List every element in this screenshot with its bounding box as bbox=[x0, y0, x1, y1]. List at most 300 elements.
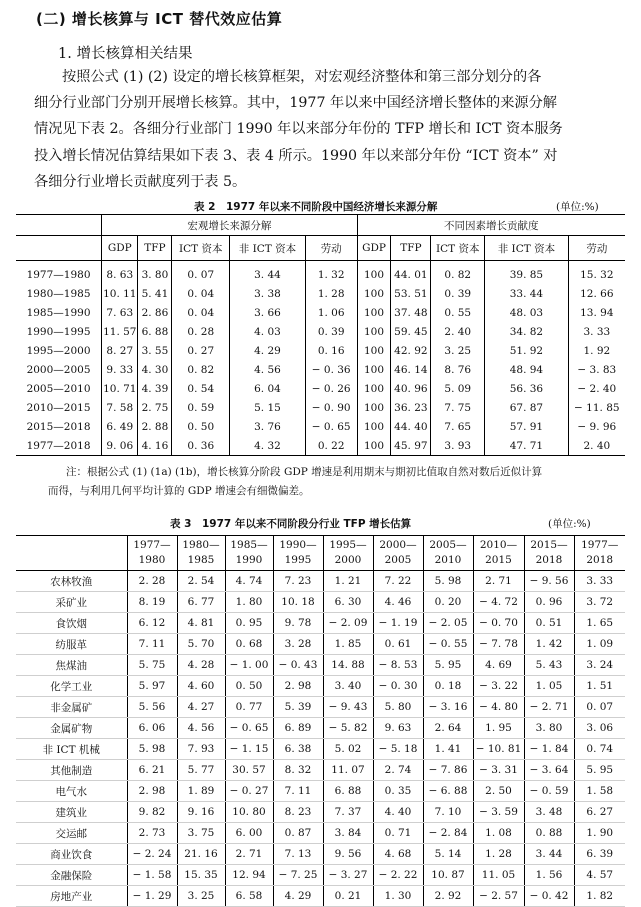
table-cell: − 3. 31 bbox=[473, 760, 524, 781]
table-cell: 1. 90 bbox=[574, 823, 625, 844]
table-cell: − 0. 55 bbox=[423, 634, 473, 655]
table-cell: 5. 41 bbox=[138, 284, 172, 303]
industry-label: 建筑业 bbox=[16, 802, 127, 823]
table-cell: − 3. 64 bbox=[524, 760, 574, 781]
table-cell: 0. 51 bbox=[524, 613, 574, 634]
table-cell: 8. 27 bbox=[102, 341, 138, 360]
table2-col-header: ICT 资本 bbox=[431, 236, 485, 261]
table-cell: 9. 16 bbox=[177, 802, 225, 823]
table-cell: 1. 65 bbox=[574, 613, 625, 634]
table-cell: − 4. 80 bbox=[473, 697, 524, 718]
table-cell: − 1. 00 bbox=[225, 655, 273, 676]
table-cell: 0. 87 bbox=[273, 823, 323, 844]
table-cell: 5. 98 bbox=[127, 739, 177, 760]
header-start-year: 1977— bbox=[133, 539, 171, 551]
table-row bbox=[16, 261, 625, 285]
table-cell: 14. 88 bbox=[323, 655, 373, 676]
table-cell: 5. 95 bbox=[423, 655, 473, 676]
table-cell: − 2. 22 bbox=[373, 865, 423, 886]
table-cell: 11. 07 bbox=[323, 760, 373, 781]
table-cell: 1. 05 bbox=[524, 676, 574, 697]
table-cell: 0. 59 bbox=[172, 398, 230, 417]
table-cell: − 3. 27 bbox=[323, 865, 373, 886]
paragraph-line: 细分行业部门分别开展增长核算。其中，1977 年以来中国经济增长整体的来源分解 bbox=[34, 95, 557, 112]
table-cell: 3. 40 bbox=[323, 676, 373, 697]
table-row bbox=[16, 341, 625, 360]
table-cell: 100 bbox=[357, 322, 391, 341]
table-cell: 8. 76 bbox=[431, 360, 485, 379]
table-cell: 5. 77 bbox=[177, 760, 225, 781]
table2-col-header: 劳动 bbox=[305, 236, 357, 261]
table-cell: 2. 75 bbox=[138, 398, 172, 417]
table-cell: 2. 98 bbox=[127, 781, 177, 802]
period-label: 2015—2018 bbox=[26, 420, 91, 433]
table-cell: − 2. 09 bbox=[323, 613, 373, 634]
table-cell: 7. 58 bbox=[102, 398, 138, 417]
table2-col-header: GDP bbox=[102, 236, 138, 261]
table2-caption: 表 2 1977 年以来不同阶段中国经济增长来源分解 bbox=[194, 201, 438, 213]
table2-col-header: 劳动 bbox=[568, 236, 625, 261]
table-cell: 3. 93 bbox=[431, 436, 485, 456]
table2-col-header: TFP bbox=[138, 236, 172, 261]
table-cell: 0. 04 bbox=[172, 284, 230, 303]
table-cell: 4. 69 bbox=[473, 655, 524, 676]
table-cell: 3. 33 bbox=[568, 322, 625, 341]
table-cell: 1. 51 bbox=[574, 676, 625, 697]
industry-label: 房地产业 bbox=[16, 886, 127, 907]
header-end-year: 2010 bbox=[434, 554, 462, 566]
table-cell: − 1. 84 bbox=[524, 739, 574, 760]
table-row bbox=[16, 284, 625, 303]
table-cell: 46. 14 bbox=[391, 360, 431, 379]
header-start-year: 1990— bbox=[279, 539, 317, 551]
table-cell: 12. 94 bbox=[225, 865, 273, 886]
table-cell: 100 bbox=[357, 261, 391, 285]
table-cell: 44. 40 bbox=[391, 417, 431, 436]
table-cell: 100 bbox=[357, 341, 391, 360]
table-cell: 5. 56 bbox=[127, 697, 177, 718]
table2-col-header: ICT 资本 bbox=[172, 236, 230, 261]
table-cell: 3. 55 bbox=[138, 341, 172, 360]
table-cell: 9. 63 bbox=[373, 718, 423, 739]
table-cell: 0. 82 bbox=[172, 360, 230, 379]
header-start-year: 1977— bbox=[581, 539, 619, 551]
table-cell: 40. 96 bbox=[391, 379, 431, 398]
table-cell: 100 bbox=[357, 417, 391, 436]
industry-label: 金属矿物 bbox=[16, 718, 127, 739]
table-cell: 1. 85 bbox=[323, 634, 373, 655]
table-cell: 1. 06 bbox=[305, 303, 357, 322]
table-cell: − 0. 30 bbox=[373, 676, 423, 697]
table-row bbox=[16, 781, 625, 802]
table-cell: − 11. 85 bbox=[568, 398, 625, 417]
header-start-year: 2015— bbox=[530, 539, 568, 551]
table-cell: 0. 07 bbox=[172, 261, 230, 285]
table-row bbox=[16, 303, 625, 322]
header-start-year: 1980— bbox=[182, 539, 220, 551]
body-paragraph bbox=[34, 64, 616, 195]
table-cell: 3. 75 bbox=[177, 823, 225, 844]
period-label: 2000—2005 bbox=[26, 363, 91, 376]
header-start-year: 1985— bbox=[230, 539, 268, 551]
table-cell: 6. 58 bbox=[225, 886, 273, 907]
table-cell: 2. 54 bbox=[177, 571, 225, 592]
table-cell: 3. 48 bbox=[524, 802, 574, 823]
table-row bbox=[16, 886, 625, 907]
header-start-year: 2000— bbox=[379, 539, 417, 551]
header-end-year: 2000 bbox=[334, 554, 362, 566]
header-start-year: 1995— bbox=[329, 539, 367, 551]
table-cell: 5. 09 bbox=[431, 379, 485, 398]
table-cell: − 6. 88 bbox=[423, 781, 473, 802]
table3-body bbox=[16, 571, 625, 907]
table-cell: − 0. 59 bbox=[524, 781, 574, 802]
table-cell: 0. 20 bbox=[423, 592, 473, 613]
table-cell: 15. 32 bbox=[568, 261, 625, 285]
table3-caption: 表 3 1977 年以来不同阶段分行业 TFP 增长估算 bbox=[170, 518, 412, 530]
table-cell: 2. 40 bbox=[431, 322, 485, 341]
table-row bbox=[16, 697, 625, 718]
table-cell: 1. 80 bbox=[225, 592, 273, 613]
table-cell: − 9. 96 bbox=[568, 417, 625, 436]
table-cell: 0. 88 bbox=[524, 823, 574, 844]
table-cell: − 0. 65 bbox=[225, 718, 273, 739]
table-cell: 7. 23 bbox=[273, 571, 323, 592]
table-cell: 5. 75 bbox=[127, 655, 177, 676]
table-row bbox=[16, 676, 625, 697]
table-cell: 48. 03 bbox=[485, 303, 568, 322]
table-cell: 0. 39 bbox=[431, 284, 485, 303]
table-cell: 34. 82 bbox=[485, 322, 568, 341]
period-label: 1990—1995 bbox=[26, 325, 91, 338]
table-cell: 0. 04 bbox=[172, 303, 230, 322]
table-cell: 3. 66 bbox=[230, 303, 306, 322]
table-cell: 0. 18 bbox=[423, 676, 473, 697]
table-cell: 3. 80 bbox=[138, 261, 172, 285]
table-cell: 5. 97 bbox=[127, 676, 177, 697]
table2-col-header: 非 ICT 资本 bbox=[230, 236, 306, 261]
table-row bbox=[16, 802, 625, 823]
table-cell: 7. 22 bbox=[373, 571, 423, 592]
paragraph-line: 情况见下表 2。各细分行业部门 1990 年以来部分年份的 TFP 增长和 ICT 资本服务 bbox=[34, 121, 563, 138]
table2-col-header: 非 ICT 资本 bbox=[485, 236, 568, 261]
table-cell: 4. 27 bbox=[177, 697, 225, 718]
table-cell: 5. 02 bbox=[323, 739, 373, 760]
table-cell: 1. 42 bbox=[524, 634, 574, 655]
table3-col-header bbox=[225, 536, 273, 571]
table-row bbox=[16, 613, 625, 634]
table-cell: 1. 21 bbox=[323, 571, 373, 592]
industry-label: 电气水 bbox=[16, 781, 127, 802]
table-cell: 10. 87 bbox=[423, 865, 473, 886]
table-cell: 45. 97 bbox=[391, 436, 431, 456]
table-cell: 2. 64 bbox=[423, 718, 473, 739]
table-cell: − 2. 24 bbox=[127, 844, 177, 865]
table-cell: 0. 36 bbox=[172, 436, 230, 456]
table-cell: − 1. 19 bbox=[373, 613, 423, 634]
table-cell: 3. 28 bbox=[273, 634, 323, 655]
table-cell: 0. 28 bbox=[172, 322, 230, 341]
table2-group-header: 宏观增长来源分解 bbox=[102, 215, 358, 236]
table-cell: 0. 77 bbox=[225, 697, 273, 718]
header-end-year: 2015 bbox=[485, 554, 512, 566]
table-cell: 4. 81 bbox=[177, 613, 225, 634]
table-cell: 7. 93 bbox=[177, 739, 225, 760]
table-cell: 6. 06 bbox=[127, 718, 177, 739]
industry-label: 交运邮 bbox=[16, 823, 127, 844]
note-line: 注：根据公式 (1) (1a) (1b)，增长核算分阶段 GDP 增速是利用期末与期初比值取自然对数后近似计算 bbox=[66, 466, 543, 478]
table-cell: 53. 51 bbox=[391, 284, 431, 303]
table-cell: 3. 80 bbox=[524, 718, 574, 739]
table-cell: 3. 06 bbox=[574, 718, 625, 739]
table-cell: 11. 57 bbox=[102, 322, 138, 341]
industry-label: 化学工业 bbox=[16, 676, 127, 697]
table-cell: 4. 68 bbox=[373, 844, 423, 865]
table-cell: 0. 39 bbox=[305, 322, 357, 341]
table-cell: − 0. 90 bbox=[305, 398, 357, 417]
table-cell: 4. 40 bbox=[373, 802, 423, 823]
table-cell: − 7. 86 bbox=[423, 760, 473, 781]
industry-label: 食饮烟 bbox=[16, 613, 127, 634]
table-row bbox=[16, 417, 625, 436]
table-cell: 7. 37 bbox=[323, 802, 373, 823]
table-row bbox=[16, 739, 625, 760]
table-cell: − 9. 56 bbox=[524, 571, 574, 592]
table-row bbox=[16, 592, 625, 613]
table-cell: 0. 68 bbox=[225, 634, 273, 655]
table-cell: 7. 13 bbox=[273, 844, 323, 865]
header-end-year: 1995 bbox=[284, 554, 312, 566]
table-cell: 1. 95 bbox=[473, 718, 524, 739]
table-cell: 8. 19 bbox=[127, 592, 177, 613]
table-cell: 67. 87 bbox=[485, 398, 568, 417]
table-row bbox=[16, 844, 625, 865]
table-cell: − 2. 40 bbox=[568, 379, 625, 398]
period-label: 2010—2015 bbox=[26, 401, 91, 414]
header-start-year: 2005— bbox=[429, 539, 467, 551]
table-cell: 7. 10 bbox=[423, 802, 473, 823]
header-end-year: 1990 bbox=[235, 554, 263, 566]
table-cell: 1. 30 bbox=[373, 886, 423, 907]
table-cell: 7. 75 bbox=[431, 398, 485, 417]
industry-label: 非 ICT 机械 bbox=[16, 739, 127, 760]
table-cell: 4. 29 bbox=[273, 886, 323, 907]
table3-col-header bbox=[177, 536, 225, 571]
table-cell: 3. 24 bbox=[574, 655, 625, 676]
table-cell: 0. 82 bbox=[431, 261, 485, 285]
table-cell: 0. 61 bbox=[373, 634, 423, 655]
table-cell: 6. 12 bbox=[127, 613, 177, 634]
table2-note bbox=[48, 463, 618, 501]
table-cell: 1. 09 bbox=[574, 634, 625, 655]
table-cell: 0. 95 bbox=[225, 613, 273, 634]
industry-label: 焦煤油 bbox=[16, 655, 127, 676]
table-cell: 1. 28 bbox=[305, 284, 357, 303]
industry-label: 其他制造 bbox=[16, 760, 127, 781]
table3-col-header bbox=[524, 536, 574, 571]
table-cell: 6. 21 bbox=[127, 760, 177, 781]
table-cell: 6. 27 bbox=[574, 802, 625, 823]
table-cell: − 3. 16 bbox=[423, 697, 473, 718]
table-cell: 7. 11 bbox=[273, 781, 323, 802]
table-cell: 4. 57 bbox=[574, 865, 625, 886]
table2-unit: (单位:%) bbox=[556, 201, 599, 213]
table2-body bbox=[16, 261, 625, 456]
table-cell: 4. 46 bbox=[373, 592, 423, 613]
table-cell: − 1. 58 bbox=[127, 865, 177, 886]
table-cell: 9. 82 bbox=[127, 802, 177, 823]
table-cell: − 0. 70 bbox=[473, 613, 524, 634]
header-end-year: 1980 bbox=[138, 554, 166, 566]
table-cell: 48. 94 bbox=[485, 360, 568, 379]
table3-col-header bbox=[373, 536, 423, 571]
table-cell: 5. 95 bbox=[574, 760, 625, 781]
table-cell: 5. 70 bbox=[177, 634, 225, 655]
table-cell: 0. 54 bbox=[172, 379, 230, 398]
table-row bbox=[16, 634, 625, 655]
table-cell: 44. 01 bbox=[391, 261, 431, 285]
table-cell: − 5. 18 bbox=[373, 739, 423, 760]
period-label: 2005—2010 bbox=[26, 382, 91, 395]
table2-header-row bbox=[16, 236, 625, 261]
table-cell: 2. 86 bbox=[138, 303, 172, 322]
table-cell: 100 bbox=[357, 303, 391, 322]
table-cell: − 2. 84 bbox=[423, 823, 473, 844]
table-cell: 4. 30 bbox=[138, 360, 172, 379]
table-row bbox=[16, 718, 625, 739]
table3-col-header bbox=[273, 536, 323, 571]
table-cell: − 0. 42 bbox=[524, 886, 574, 907]
table-cell: 1. 32 bbox=[305, 261, 357, 285]
table-cell: 100 bbox=[357, 360, 391, 379]
table-cell: 15. 35 bbox=[177, 865, 225, 886]
table-cell: 2. 74 bbox=[373, 760, 423, 781]
table-cell: 7. 11 bbox=[127, 634, 177, 655]
table-cell: 13. 94 bbox=[568, 303, 625, 322]
table-cell: 2. 28 bbox=[127, 571, 177, 592]
table-cell: − 9. 43 bbox=[323, 697, 373, 718]
table-cell: 6. 49 bbox=[102, 417, 138, 436]
table-cell: 5. 15 bbox=[230, 398, 306, 417]
table-cell: 3. 84 bbox=[323, 823, 373, 844]
table-cell: 1. 89 bbox=[177, 781, 225, 802]
table2 bbox=[16, 214, 625, 456]
table-cell: 3. 44 bbox=[230, 261, 306, 285]
table-cell: 1. 28 bbox=[473, 844, 524, 865]
table-cell: 4. 29 bbox=[230, 341, 306, 360]
table-cell: − 1. 29 bbox=[127, 886, 177, 907]
table2-col-header: TFP bbox=[391, 236, 431, 261]
table-row bbox=[16, 655, 625, 676]
header-end-year: 1985 bbox=[187, 554, 215, 566]
header-end-year: 2018 bbox=[535, 554, 563, 566]
industry-label: 采矿业 bbox=[16, 592, 127, 613]
table-cell: 0. 50 bbox=[225, 676, 273, 697]
table-cell: 100 bbox=[357, 379, 391, 398]
table-cell: 6. 38 bbox=[273, 739, 323, 760]
table-cell: 47. 71 bbox=[485, 436, 568, 456]
table-cell: 3. 33 bbox=[574, 571, 625, 592]
table-cell: 4. 16 bbox=[138, 436, 172, 456]
table-cell: − 4. 72 bbox=[473, 592, 524, 613]
header-end-year: 2018 bbox=[586, 554, 614, 566]
table-cell: 2. 40 bbox=[568, 436, 625, 456]
section-title: (二) 增长核算与 ICT 替代效应估算 bbox=[36, 10, 283, 28]
table-cell: 100 bbox=[357, 436, 391, 456]
table-cell: 10. 71 bbox=[102, 379, 138, 398]
table-cell: 0. 35 bbox=[373, 781, 423, 802]
table-cell: 4. 60 bbox=[177, 676, 225, 697]
table-cell: − 3. 59 bbox=[473, 802, 524, 823]
table-cell: 100 bbox=[357, 398, 391, 417]
paragraph-line: 各细分行业增长贡献度列于表 5。 bbox=[34, 173, 247, 190]
table-cell: 100 bbox=[357, 284, 391, 303]
table-cell: 4. 56 bbox=[177, 718, 225, 739]
paragraph-line: 按照公式 (1) (2) 设定的增长核算框架，对宏观经济整体和第三部分划分的各 bbox=[62, 69, 542, 85]
table-cell: 3. 25 bbox=[431, 341, 485, 360]
table3-col-header bbox=[127, 536, 177, 571]
table-cell: 9. 33 bbox=[102, 360, 138, 379]
paragraph-line: 投入增长情况估算结果如下表 3、表 4 所示。1990 年以来部分年份 “ICT 资本” 对 bbox=[34, 147, 558, 164]
table-cell: 1. 82 bbox=[574, 886, 625, 907]
table2-group-header-row bbox=[16, 215, 625, 236]
table-cell: 2. 71 bbox=[473, 571, 524, 592]
table-cell: 2. 92 bbox=[423, 886, 473, 907]
table-cell: 51. 92 bbox=[485, 341, 568, 360]
table-cell: 0. 96 bbox=[524, 592, 574, 613]
table-cell: 3. 44 bbox=[524, 844, 574, 865]
table-cell: 7. 63 bbox=[102, 303, 138, 322]
period-label: 1977—1980 bbox=[26, 268, 91, 281]
table-row bbox=[16, 760, 625, 781]
table-cell: − 3. 83 bbox=[568, 360, 625, 379]
table-cell: 2. 73 bbox=[127, 823, 177, 844]
table-cell: − 2. 71 bbox=[524, 697, 574, 718]
table-cell: 6. 88 bbox=[323, 781, 373, 802]
table-cell: 0. 21 bbox=[323, 886, 373, 907]
industry-label: 商业饮食 bbox=[16, 844, 127, 865]
table-cell: 5. 14 bbox=[423, 844, 473, 865]
table-cell: 0. 55 bbox=[431, 303, 485, 322]
table-cell: 1. 58 bbox=[574, 781, 625, 802]
table-cell: 6. 00 bbox=[225, 823, 273, 844]
table-cell: 1. 92 bbox=[568, 341, 625, 360]
table-cell: 3. 38 bbox=[230, 284, 306, 303]
table-cell: 6. 89 bbox=[273, 718, 323, 739]
table-cell: 4. 32 bbox=[230, 436, 306, 456]
table3 bbox=[16, 535, 625, 907]
table-cell: 5. 98 bbox=[423, 571, 473, 592]
table-cell: 9. 56 bbox=[323, 844, 373, 865]
industry-label: 金融保险 bbox=[16, 865, 127, 886]
table-cell: 8. 23 bbox=[273, 802, 323, 823]
table3-unit: (单位:%) bbox=[548, 518, 591, 530]
table-cell: 30. 57 bbox=[225, 760, 273, 781]
table-cell: − 0. 65 bbox=[305, 417, 357, 436]
period-label: 1985—1990 bbox=[26, 306, 91, 319]
table-cell: − 5. 82 bbox=[323, 718, 373, 739]
table-cell: 6. 88 bbox=[138, 322, 172, 341]
table3-col-header bbox=[473, 536, 524, 571]
note-line: 而得，与利用几何平均计算的 GDP 增速会有细微偏差。 bbox=[48, 485, 310, 497]
table-cell: 6. 04 bbox=[230, 379, 306, 398]
table-cell: 6. 30 bbox=[323, 592, 373, 613]
table-cell: 8. 63 bbox=[102, 261, 138, 285]
table-cell: 12. 66 bbox=[568, 284, 625, 303]
table-cell: 3. 72 bbox=[574, 592, 625, 613]
table-cell: − 2. 57 bbox=[473, 886, 524, 907]
table-cell: 6. 39 bbox=[574, 844, 625, 865]
